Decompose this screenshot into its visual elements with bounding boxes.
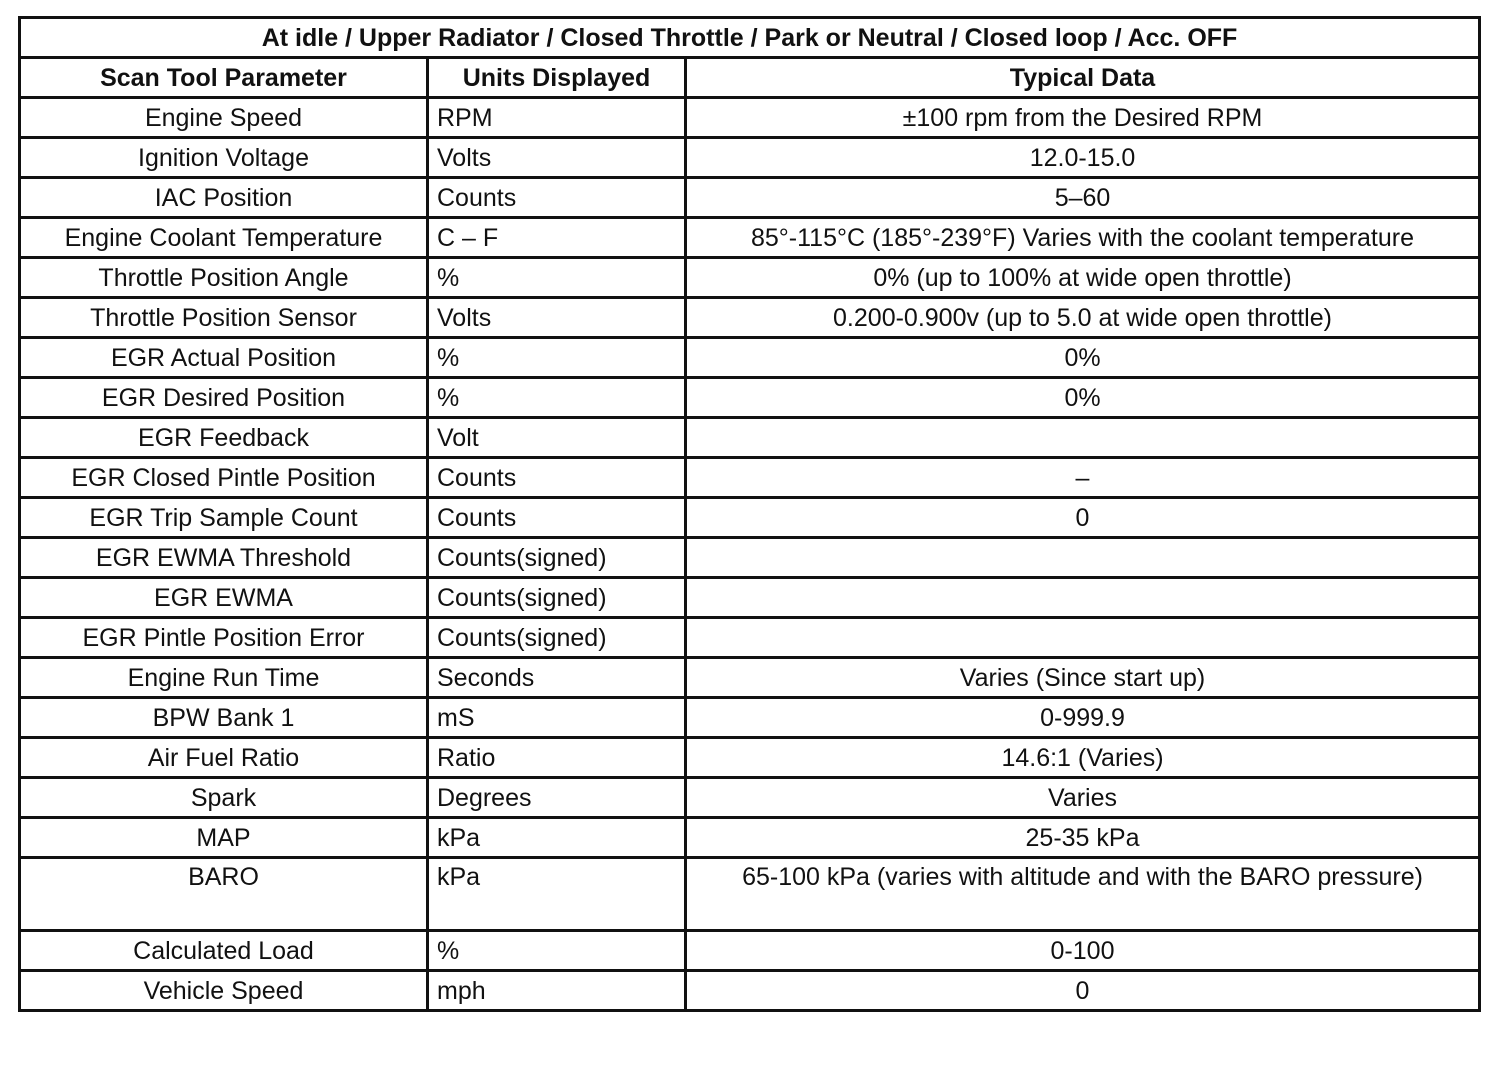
units-cell: Seconds xyxy=(428,658,686,698)
units-cell: % xyxy=(428,338,686,378)
parameter-cell: BARO xyxy=(20,858,428,931)
units-cell: Counts(signed) xyxy=(428,618,686,658)
parameter-cell: EGR Pintle Position Error xyxy=(20,618,428,658)
typical-data-cell: 5–60 xyxy=(686,178,1480,218)
table-title-row xyxy=(20,18,1480,58)
header-scan-tool-parameter: Scan Tool Parameter xyxy=(20,58,428,98)
typical-data-cell: 0% xyxy=(686,338,1480,378)
typical-data-cell: 0-100 xyxy=(686,931,1480,971)
parameter-cell: Engine Coolant Temperature xyxy=(20,218,428,258)
parameter-cell: EGR EWMA xyxy=(20,578,428,618)
table-row xyxy=(20,178,1480,218)
typical-data-cell: – xyxy=(686,458,1480,498)
units-cell: Volts xyxy=(428,298,686,338)
units-cell: % xyxy=(428,258,686,298)
typical-data-cell: Varies xyxy=(686,778,1480,818)
parameter-cell: EGR EWMA Threshold xyxy=(20,538,428,578)
table-row xyxy=(20,818,1480,858)
scan-tool-data-sheet xyxy=(18,16,1478,1012)
units-cell: Volts xyxy=(428,138,686,178)
table-row xyxy=(20,658,1480,698)
typical-data-cell xyxy=(686,618,1480,658)
parameter-cell: Engine Run Time xyxy=(20,658,428,698)
parameter-cell: EGR Actual Position xyxy=(20,338,428,378)
table-row xyxy=(20,218,1480,258)
typical-data-cell xyxy=(686,578,1480,618)
typical-data-cell: 14.6:1 (Varies) xyxy=(686,738,1480,778)
typical-data-cell: Varies (Since start up) xyxy=(686,658,1480,698)
units-cell: RPM xyxy=(428,98,686,138)
table-row xyxy=(20,298,1480,338)
units-cell: Ratio xyxy=(428,738,686,778)
table-row xyxy=(20,698,1480,738)
units-cell: mS xyxy=(428,698,686,738)
parameter-cell: EGR Desired Position xyxy=(20,378,428,418)
table-header-row xyxy=(20,58,1480,98)
table-row xyxy=(20,138,1480,178)
typical-data-cell: 0% (up to 100% at wide open throttle) xyxy=(686,258,1480,298)
parameter-cell: Throttle Position Sensor xyxy=(20,298,428,338)
parameter-cell: IAC Position xyxy=(20,178,428,218)
typical-data-cell: 0 xyxy=(686,498,1480,538)
typical-data-cell: 25-35 kPa xyxy=(686,818,1480,858)
units-cell: C – F xyxy=(428,218,686,258)
table-row xyxy=(20,378,1480,418)
table-row xyxy=(20,498,1480,538)
table-row xyxy=(20,738,1480,778)
units-cell: Counts(signed) xyxy=(428,538,686,578)
table-row xyxy=(20,258,1480,298)
typical-data-cell: 0.200-0.900v (up to 5.0 at wide open throttle) xyxy=(686,298,1480,338)
header-typical-data: Typical Data xyxy=(686,58,1480,98)
typical-data-cell: ±100 rpm from the Desired RPM xyxy=(686,98,1480,138)
parameter-cell: Air Fuel Ratio xyxy=(20,738,428,778)
table-row xyxy=(20,778,1480,818)
header-units-displayed: Units Displayed xyxy=(428,58,686,98)
units-cell: Counts xyxy=(428,178,686,218)
typical-data-cell xyxy=(686,538,1480,578)
units-cell: mph xyxy=(428,971,686,1011)
parameter-cell: EGR Trip Sample Count xyxy=(20,498,428,538)
typical-data-cell: 0-999.9 xyxy=(686,698,1480,738)
units-cell: Counts(signed) xyxy=(428,578,686,618)
table-row xyxy=(20,618,1480,658)
typical-data-cell: 0 xyxy=(686,971,1480,1011)
parameter-cell: EGR Feedback xyxy=(20,418,428,458)
table-row xyxy=(20,578,1480,618)
parameter-cell: Calculated Load xyxy=(20,931,428,971)
table-row xyxy=(20,931,1480,971)
parameter-cell: Ignition Voltage xyxy=(20,138,428,178)
parameter-cell: Engine Speed xyxy=(20,98,428,138)
typical-data-cell xyxy=(686,418,1480,458)
units-cell: Degrees xyxy=(428,778,686,818)
units-cell: kPa xyxy=(428,858,686,931)
scan-tool-data-table xyxy=(18,16,1481,1012)
units-cell: Counts xyxy=(428,498,686,538)
table-row xyxy=(20,458,1480,498)
table-row xyxy=(20,338,1480,378)
units-cell: % xyxy=(428,378,686,418)
units-cell: Counts xyxy=(428,458,686,498)
parameter-cell: Vehicle Speed xyxy=(20,971,428,1011)
units-cell: Volt xyxy=(428,418,686,458)
parameter-cell: BPW Bank 1 xyxy=(20,698,428,738)
table-row xyxy=(20,971,1480,1011)
table-row xyxy=(20,538,1480,578)
table-row xyxy=(20,418,1480,458)
typical-data-cell: 12.0-15.0 xyxy=(686,138,1480,178)
units-cell: kPa xyxy=(428,818,686,858)
units-cell: % xyxy=(428,931,686,971)
table-row xyxy=(20,858,1480,931)
parameter-cell: Throttle Position Angle xyxy=(20,258,428,298)
table-title: At idle / Upper Radiator / Closed Throttle / Park or Neutral / Closed loop / Acc. OFF xyxy=(20,18,1480,58)
parameter-cell: EGR Closed Pintle Position xyxy=(20,458,428,498)
typical-data-cell: 0% xyxy=(686,378,1480,418)
typical-data-cell: 65-100 kPa (varies with altitude and with the BARO pressure) xyxy=(686,858,1480,931)
typical-data-cell: 85°-115°C (185°-239°F) Varies with the coolant temperature xyxy=(686,218,1480,258)
parameter-cell: MAP xyxy=(20,818,428,858)
table-row xyxy=(20,98,1480,138)
parameter-cell: Spark xyxy=(20,778,428,818)
